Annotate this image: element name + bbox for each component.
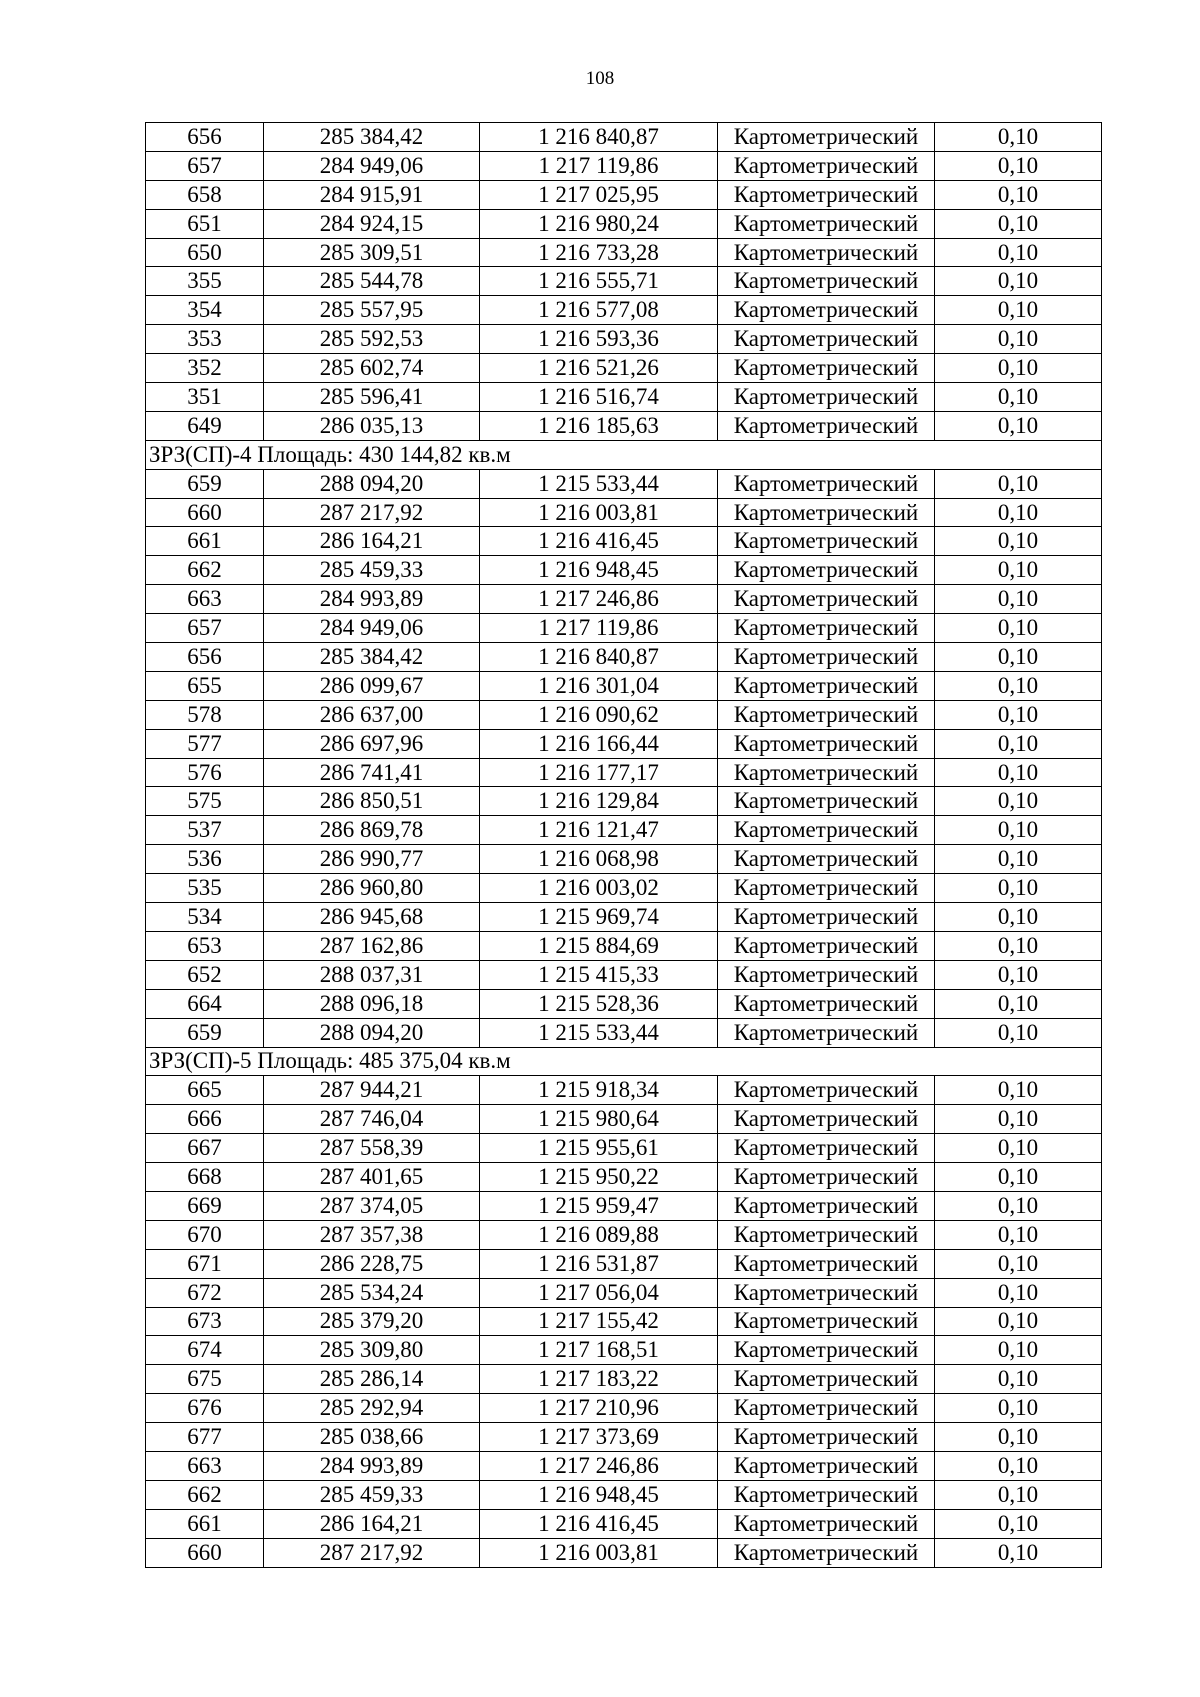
x-coordinate-cell: 285 286,14 [264,1365,480,1394]
point-number-cell: 657 [146,614,264,643]
accuracy-cell: 0,10 [935,1018,1102,1047]
table-row [146,123,1102,152]
point-number-cell: 659 [146,469,264,498]
y-coordinate-cell: 1 216 129,84 [480,787,718,816]
point-number-cell: 354 [146,296,264,325]
accuracy-cell: 0,10 [935,1278,1102,1307]
y-coordinate-cell: 1 217 056,04 [480,1278,718,1307]
y-coordinate-cell: 1 217 119,86 [480,151,718,180]
y-coordinate-cell: 1 215 528,36 [480,989,718,1018]
point-number-cell: 534 [146,903,264,932]
accuracy-cell: 0,10 [935,1538,1102,1567]
method-cell: Картометрический [718,469,935,498]
accuracy-cell: 0,10 [935,989,1102,1018]
accuracy-cell: 0,10 [935,180,1102,209]
y-coordinate-cell: 1 216 948,45 [480,1480,718,1509]
table-row [146,845,1102,874]
method-cell: Картометрический [718,1249,935,1278]
accuracy-cell: 0,10 [935,1220,1102,1249]
x-coordinate-cell: 285 459,33 [264,1480,480,1509]
point-number-cell: 655 [146,671,264,700]
table-row [146,643,1102,672]
point-number-cell: 663 [146,585,264,614]
section-header-row [146,440,1102,469]
y-coordinate-cell: 1 216 555,71 [480,267,718,296]
method-cell: Картометрический [718,903,935,932]
point-number-cell: 671 [146,1249,264,1278]
accuracy-cell: 0,10 [935,123,1102,152]
accuracy-cell: 0,10 [935,758,1102,787]
method-cell: Картометрический [718,556,935,585]
point-number-cell: 536 [146,845,264,874]
x-coordinate-cell: 285 379,20 [264,1307,480,1336]
y-coordinate-cell: 1 217 183,22 [480,1365,718,1394]
method-cell: Картометрический [718,1018,935,1047]
point-number-cell: 662 [146,556,264,585]
point-number-cell: 660 [146,498,264,527]
table-row [146,671,1102,700]
point-number-cell: 651 [146,209,264,238]
method-cell: Картометрический [718,411,935,440]
table-row [146,556,1102,585]
point-number-cell: 537 [146,816,264,845]
accuracy-cell: 0,10 [935,729,1102,758]
accuracy-cell: 0,10 [935,267,1102,296]
accuracy-cell: 0,10 [935,411,1102,440]
accuracy-cell: 0,10 [935,614,1102,643]
table-row [146,1394,1102,1423]
y-coordinate-cell: 1 217 373,69 [480,1423,718,1452]
point-number-cell: 662 [146,1480,264,1509]
method-cell: Картометрический [718,1134,935,1163]
accuracy-cell: 0,10 [935,1451,1102,1480]
x-coordinate-cell: 286 869,78 [264,816,480,845]
table-row [146,383,1102,412]
table-row [146,469,1102,498]
table-row [146,903,1102,932]
table-row [146,1134,1102,1163]
x-coordinate-cell: 285 596,41 [264,383,480,412]
x-coordinate-cell: 287 217,92 [264,498,480,527]
method-cell: Картометрический [718,1278,935,1307]
table-row [146,1509,1102,1538]
table-row [146,498,1102,527]
table-row [146,1451,1102,1480]
y-coordinate-cell: 1 217 210,96 [480,1394,718,1423]
y-coordinate-cell: 1 215 884,69 [480,931,718,960]
x-coordinate-cell: 284 993,89 [264,585,480,614]
method-cell: Картометрический [718,1076,935,1105]
x-coordinate-cell: 286 228,75 [264,1249,480,1278]
accuracy-cell: 0,10 [935,556,1102,585]
table-row [146,816,1102,845]
accuracy-cell: 0,10 [935,845,1102,874]
accuracy-cell: 0,10 [935,1509,1102,1538]
y-coordinate-cell: 1 216 003,81 [480,498,718,527]
x-coordinate-cell: 286 164,21 [264,1509,480,1538]
point-number-cell: 353 [146,325,264,354]
method-cell: Картометрический [718,1423,935,1452]
point-number-cell: 649 [146,411,264,440]
table-row [146,325,1102,354]
point-number-cell: 663 [146,1451,264,1480]
x-coordinate-cell: 287 746,04 [264,1105,480,1134]
x-coordinate-cell: 288 037,31 [264,960,480,989]
y-coordinate-cell: 1 216 577,08 [480,296,718,325]
x-coordinate-cell: 286 990,77 [264,845,480,874]
method-cell: Картометрический [718,325,935,354]
x-coordinate-cell: 285 602,74 [264,354,480,383]
method-cell: Картометрический [718,671,935,700]
table-row [146,1336,1102,1365]
accuracy-cell: 0,10 [935,1307,1102,1336]
x-coordinate-cell: 288 096,18 [264,989,480,1018]
table-row [146,411,1102,440]
method-cell: Картометрический [718,151,935,180]
y-coordinate-cell: 1 215 415,33 [480,960,718,989]
method-cell: Картометрический [718,498,935,527]
method-cell: Картометрический [718,816,935,845]
method-cell: Картометрический [718,643,935,672]
table-row [146,1538,1102,1567]
method-cell: Картометрический [718,1307,935,1336]
table-row [146,1220,1102,1249]
x-coordinate-cell: 285 534,24 [264,1278,480,1307]
accuracy-cell: 0,10 [935,1336,1102,1365]
accuracy-cell: 0,10 [935,1423,1102,1452]
table-row [146,787,1102,816]
accuracy-cell: 0,10 [935,354,1102,383]
point-number-cell: 670 [146,1220,264,1249]
accuracy-cell: 0,10 [935,1134,1102,1163]
x-coordinate-cell: 285 557,95 [264,296,480,325]
y-coordinate-cell: 1 215 533,44 [480,1018,718,1047]
y-coordinate-cell: 1 217 119,86 [480,614,718,643]
accuracy-cell: 0,10 [935,960,1102,989]
y-coordinate-cell: 1 215 533,44 [480,469,718,498]
x-coordinate-cell: 284 915,91 [264,180,480,209]
y-coordinate-cell: 1 217 025,95 [480,180,718,209]
method-cell: Картометрический [718,209,935,238]
section-header: ЗРЗ(СП)-5 Площадь: 485 375,04 кв.м [146,1047,1102,1076]
point-number-cell: 355 [146,267,264,296]
accuracy-cell: 0,10 [935,787,1102,816]
x-coordinate-cell: 284 993,89 [264,1451,480,1480]
x-coordinate-cell: 285 384,42 [264,643,480,672]
accuracy-cell: 0,10 [935,874,1102,903]
table-row [146,931,1102,960]
table-row [146,1480,1102,1509]
table-row [146,960,1102,989]
method-cell: Картометрический [718,296,935,325]
table-row [146,151,1102,180]
x-coordinate-cell: 288 094,20 [264,469,480,498]
accuracy-cell: 0,10 [935,643,1102,672]
y-coordinate-cell: 1 216 840,87 [480,123,718,152]
y-coordinate-cell: 1 216 301,04 [480,671,718,700]
y-coordinate-cell: 1 215 959,47 [480,1191,718,1220]
x-coordinate-cell: 287 374,05 [264,1191,480,1220]
point-number-cell: 352 [146,354,264,383]
y-coordinate-cell: 1 216 003,81 [480,1538,718,1567]
x-coordinate-cell: 287 401,65 [264,1163,480,1192]
point-number-cell: 653 [146,931,264,960]
accuracy-cell: 0,10 [935,498,1102,527]
method-cell: Картометрический [718,700,935,729]
x-coordinate-cell: 284 924,15 [264,209,480,238]
point-number-cell: 658 [146,180,264,209]
method-cell: Картометрический [718,527,935,556]
method-cell: Картометрический [718,1365,935,1394]
method-cell: Картометрический [718,1480,935,1509]
method-cell: Картометрический [718,354,935,383]
y-coordinate-cell: 1 216 733,28 [480,238,718,267]
method-cell: Картометрический [718,585,935,614]
method-cell: Картометрический [718,1538,935,1567]
method-cell: Картометрический [718,180,935,209]
y-coordinate-cell: 1 216 185,63 [480,411,718,440]
method-cell: Картометрический [718,758,935,787]
point-number-cell: 666 [146,1105,264,1134]
point-number-cell: 652 [146,960,264,989]
x-coordinate-cell: 287 944,21 [264,1076,480,1105]
table-row [146,1076,1102,1105]
table-row [146,585,1102,614]
table-row [146,209,1102,238]
point-number-cell: 669 [146,1191,264,1220]
x-coordinate-cell: 285 384,42 [264,123,480,152]
y-coordinate-cell: 1 216 089,88 [480,1220,718,1249]
page-number: 108 [585,68,615,89]
x-coordinate-cell: 286 741,41 [264,758,480,787]
method-cell: Картометрический [718,123,935,152]
x-coordinate-cell: 287 357,38 [264,1220,480,1249]
point-number-cell: 650 [146,238,264,267]
accuracy-cell: 0,10 [935,1394,1102,1423]
accuracy-cell: 0,10 [935,383,1102,412]
point-number-cell: 578 [146,700,264,729]
x-coordinate-cell: 286 637,00 [264,700,480,729]
y-coordinate-cell: 1 216 166,44 [480,729,718,758]
x-coordinate-cell: 286 960,80 [264,874,480,903]
method-cell: Картометрический [718,729,935,758]
y-coordinate-cell: 1 216 531,87 [480,1249,718,1278]
point-number-cell: 659 [146,1018,264,1047]
y-coordinate-cell: 1 216 121,47 [480,816,718,845]
accuracy-cell: 0,10 [935,1249,1102,1278]
point-number-cell: 660 [146,1538,264,1567]
table-row [146,527,1102,556]
y-coordinate-cell: 1 216 003,02 [480,874,718,903]
accuracy-cell: 0,10 [935,527,1102,556]
method-cell: Картометрический [718,845,935,874]
point-number-cell: 661 [146,527,264,556]
y-coordinate-cell: 1 215 955,61 [480,1134,718,1163]
method-cell: Картометрический [718,1336,935,1365]
y-coordinate-cell: 1 217 168,51 [480,1336,718,1365]
table-row [146,729,1102,758]
point-number-cell: 676 [146,1394,264,1423]
y-coordinate-cell: 1 216 416,45 [480,1509,718,1538]
method-cell: Картометрический [718,1220,935,1249]
point-number-cell: 577 [146,729,264,758]
table-row [146,180,1102,209]
x-coordinate-cell: 285 592,53 [264,325,480,354]
point-number-cell: 351 [146,383,264,412]
point-number-cell: 576 [146,758,264,787]
point-number-cell: 667 [146,1134,264,1163]
x-coordinate-cell: 285 309,80 [264,1336,480,1365]
point-number-cell: 664 [146,989,264,1018]
table-row [146,989,1102,1018]
point-number-cell: 673 [146,1307,264,1336]
y-coordinate-cell: 1 216 521,26 [480,354,718,383]
accuracy-cell: 0,10 [935,1076,1102,1105]
x-coordinate-cell: 286 099,67 [264,671,480,700]
point-number-cell: 665 [146,1076,264,1105]
coordinates-table [145,122,1102,1568]
table-row [146,267,1102,296]
x-coordinate-cell: 285 544,78 [264,267,480,296]
x-coordinate-cell: 284 949,06 [264,151,480,180]
accuracy-cell: 0,10 [935,931,1102,960]
y-coordinate-cell: 1 215 980,64 [480,1105,718,1134]
x-coordinate-cell: 286 945,68 [264,903,480,932]
point-number-cell: 674 [146,1336,264,1365]
accuracy-cell: 0,10 [935,903,1102,932]
accuracy-cell: 0,10 [935,209,1102,238]
point-number-cell: 672 [146,1278,264,1307]
y-coordinate-cell: 1 215 969,74 [480,903,718,932]
accuracy-cell: 0,10 [935,1105,1102,1134]
accuracy-cell: 0,10 [935,469,1102,498]
method-cell: Картометрический [718,1451,935,1480]
x-coordinate-cell: 286 850,51 [264,787,480,816]
accuracy-cell: 0,10 [935,671,1102,700]
point-number-cell: 661 [146,1509,264,1538]
x-coordinate-cell: 287 217,92 [264,1538,480,1567]
method-cell: Картометрический [718,874,935,903]
table-row [146,354,1102,383]
point-number-cell: 668 [146,1163,264,1192]
y-coordinate-cell: 1 216 948,45 [480,556,718,585]
method-cell: Картометрический [718,614,935,643]
table-row [146,1365,1102,1394]
y-coordinate-cell: 1 216 980,24 [480,209,718,238]
table-row [146,238,1102,267]
method-cell: Картометрический [718,931,935,960]
accuracy-cell: 0,10 [935,151,1102,180]
accuracy-cell: 0,10 [935,296,1102,325]
point-number-cell: 657 [146,151,264,180]
x-coordinate-cell: 286 164,21 [264,527,480,556]
method-cell: Картометрический [718,960,935,989]
table-row [146,874,1102,903]
method-cell: Картометрический [718,1105,935,1134]
x-coordinate-cell: 285 292,94 [264,1394,480,1423]
accuracy-cell: 0,10 [935,1480,1102,1509]
y-coordinate-cell: 1 216 840,87 [480,643,718,672]
y-coordinate-cell: 1 215 950,22 [480,1163,718,1192]
method-cell: Картометрический [718,989,935,1018]
method-cell: Картометрический [718,787,935,816]
accuracy-cell: 0,10 [935,585,1102,614]
table-row [146,758,1102,787]
accuracy-cell: 0,10 [935,1365,1102,1394]
table-row [146,1423,1102,1452]
table-row [146,1105,1102,1134]
table-row [146,1191,1102,1220]
y-coordinate-cell: 1 217 246,86 [480,1451,718,1480]
table-row [146,1018,1102,1047]
section-header: ЗРЗ(СП)-4 Площадь: 430 144,82 кв.м [146,440,1102,469]
method-cell: Картометрический [718,1191,935,1220]
y-coordinate-cell: 1 216 516,74 [480,383,718,412]
point-number-cell: 675 [146,1365,264,1394]
x-coordinate-cell: 287 162,86 [264,931,480,960]
x-coordinate-cell: 286 035,13 [264,411,480,440]
point-number-cell: 656 [146,123,264,152]
x-coordinate-cell: 284 949,06 [264,614,480,643]
accuracy-cell: 0,10 [935,1163,1102,1192]
coordinates-table-body [146,123,1102,1568]
method-cell: Картометрический [718,1394,935,1423]
table-row [146,1249,1102,1278]
accuracy-cell: 0,10 [935,816,1102,845]
x-coordinate-cell: 285 038,66 [264,1423,480,1452]
section-header-row [146,1047,1102,1076]
method-cell: Картометрический [718,267,935,296]
y-coordinate-cell: 1 216 068,98 [480,845,718,874]
table-row [146,1307,1102,1336]
y-coordinate-cell: 1 216 090,62 [480,700,718,729]
accuracy-cell: 0,10 [935,700,1102,729]
accuracy-cell: 0,10 [935,238,1102,267]
method-cell: Картометрический [718,238,935,267]
x-coordinate-cell: 285 309,51 [264,238,480,267]
table-row [146,614,1102,643]
point-number-cell: 575 [146,787,264,816]
y-coordinate-cell: 1 217 246,86 [480,585,718,614]
x-coordinate-cell: 286 697,96 [264,729,480,758]
y-coordinate-cell: 1 216 416,45 [480,527,718,556]
method-cell: Картометрический [718,383,935,412]
method-cell: Картометрический [718,1163,935,1192]
point-number-cell: 656 [146,643,264,672]
y-coordinate-cell: 1 216 177,17 [480,758,718,787]
y-coordinate-cell: 1 215 918,34 [480,1076,718,1105]
accuracy-cell: 0,10 [935,1191,1102,1220]
table-row [146,296,1102,325]
table-row [146,700,1102,729]
x-coordinate-cell: 288 094,20 [264,1018,480,1047]
table-row [146,1278,1102,1307]
table-row [146,1163,1102,1192]
x-coordinate-cell: 285 459,33 [264,556,480,585]
y-coordinate-cell: 1 217 155,42 [480,1307,718,1336]
method-cell: Картометрический [718,1509,935,1538]
point-number-cell: 535 [146,874,264,903]
y-coordinate-cell: 1 216 593,36 [480,325,718,354]
point-number-cell: 677 [146,1423,264,1452]
x-coordinate-cell: 287 558,39 [264,1134,480,1163]
accuracy-cell: 0,10 [935,325,1102,354]
